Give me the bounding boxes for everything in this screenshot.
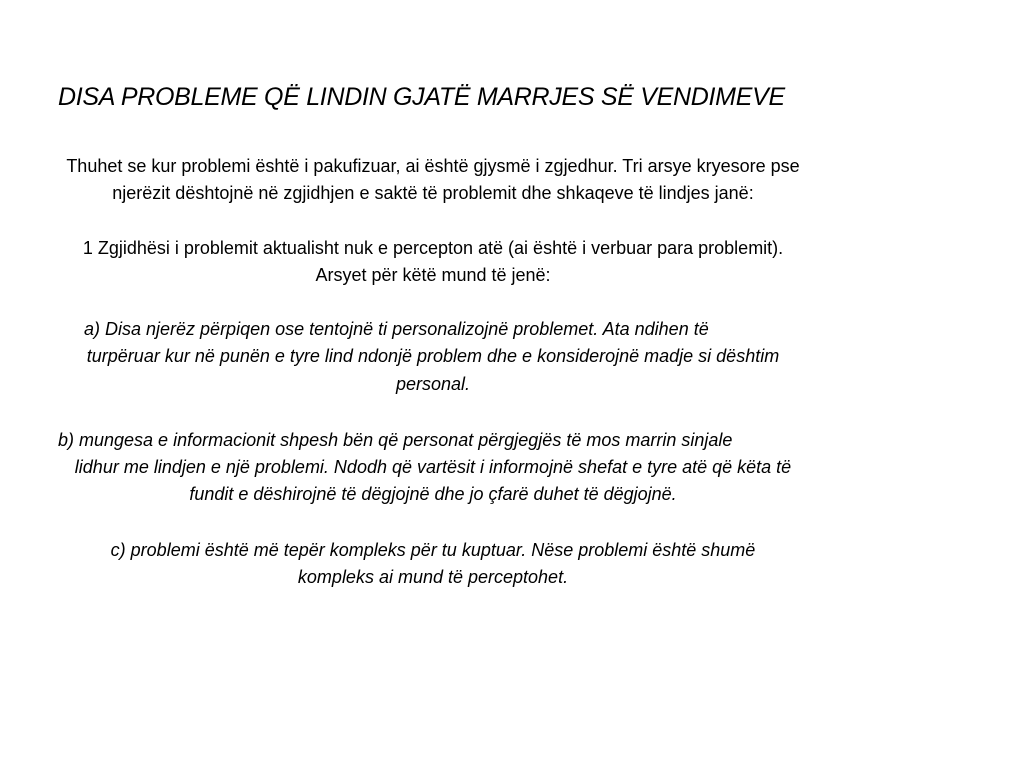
point-c-line-1: c) problemi është më tepër kompleks për tu kuptuar. Nëse problemi është shumë xyxy=(110,540,756,560)
point-1-line-1: 1 Zgjidhësi i problemit aktualisht nuk e percepton atë (ai është i verbuar para problemit). xyxy=(82,238,784,258)
slide-title: DISA PROBLEME QË LINDIN GJATË MARRJES SË VENDIMEVE xyxy=(58,83,785,111)
point-b-line-1: b) mungesa e informacionit shpesh bën që personat përgjegjës të mos marrin sinjale xyxy=(58,430,733,450)
point-c-line-2: kompleks ai mund të perceptohet. xyxy=(297,567,569,587)
point-1-line-2: Arsyet për këtë mund të jenë: xyxy=(315,265,551,285)
point-a-line-1: a) Disa njerëz përpiqen ose tentojnë ti personalizojnë problemet. Ata ndihen të xyxy=(84,319,709,339)
point-b-line-3: fundit e dëshirojnë të dëgjojnë dhe jo çfarë duhet të dëgjojnë. xyxy=(189,484,677,504)
point-b-line-2: lidhur me lindjen e një problemi. Ndodh që vartësit i informojnë shefat e tyre atë që këta të xyxy=(74,457,792,477)
intro-line-1: Thuhet se kur problemi është i pakufizuar, ai është gjysmë i zgjedhur. Tri arsye kryesore pse xyxy=(66,156,800,176)
intro-line-2: njerëzit dështojnë në zgjidhjen e saktë të problemit dhe shkaqeve të lindjes janë: xyxy=(112,183,754,203)
point-a-line-2: turpëruar kur në punën e tyre lind ndonjë problem dhe e konsiderojnë madje si dështim xyxy=(86,346,780,366)
point-a-line-3: personal. xyxy=(395,374,471,394)
